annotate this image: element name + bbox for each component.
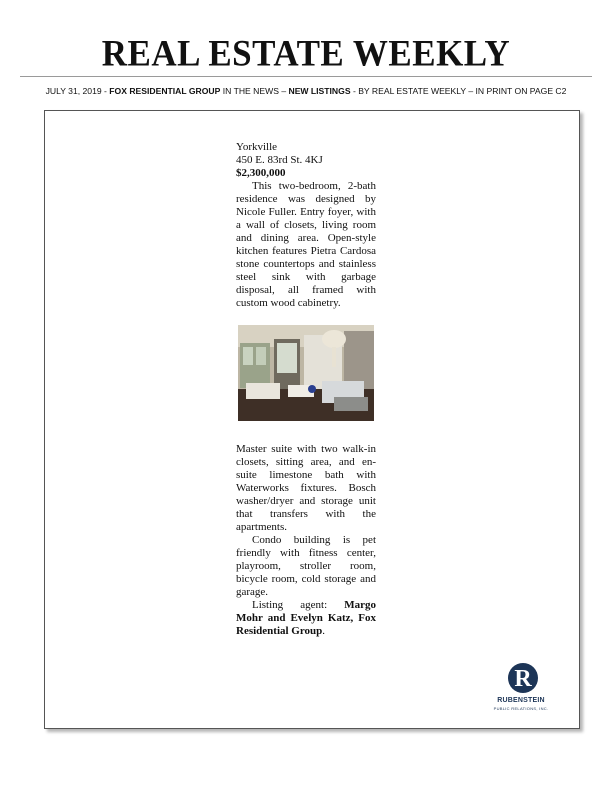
dateline	[0, 86, 612, 96]
dateline-section: NEW LISTINGS	[288, 86, 351, 96]
logo-wordmark: RUBENSTEIN	[497, 697, 545, 704]
publication-masthead: REAL ESTATE WEEKLY	[101, 33, 511, 74]
dateline-mid: IN THE NEWS –	[220, 86, 289, 96]
logo-tagline: PUBLIC RELATIONS, INC.	[493, 706, 549, 711]
listing-neighborhood: Yorkville	[236, 141, 278, 153]
masthead-rule	[20, 76, 592, 77]
listing-agent-line	[236, 599, 376, 638]
dateline-source: - BY REAL ESTATE WEEKLY – IN PRINT ON PAGE C2	[350, 86, 567, 96]
listing-paragraph-3: Condo building is pet friendly with fitness center, playroom, stroller room, bicycle room, cold storage and garage.	[236, 534, 376, 598]
listing-address: 450 E. 83rd St. 4KJ	[236, 154, 323, 166]
listing-article-bottom	[236, 443, 376, 638]
listing-agent-label: Listing agent:	[252, 599, 345, 611]
dateline-date: JULY 31, 2019 -	[45, 86, 110, 96]
logo-letter: R	[514, 666, 532, 692]
listing-article-top	[236, 141, 376, 310]
listing-agent-period: .	[322, 625, 326, 637]
dateline-company: FOX RESIDENTIAL GROUP	[109, 86, 221, 96]
listing-paragraph-2: Master suite with two walk-in closets, sitting area, and en-suite limestone bath with Waterworks fixtures. Bosch washer/dryer and storage unit that transfers with the apartments.	[236, 443, 376, 533]
listing-agent-names: Margo Mohr and Evelyn Katz, Fox Residential Group	[236, 599, 376, 637]
listing-paragraph-1: This two-bedroom, 2-bath residence was designed by Nicole Fuller. Entry foyer, with a wall of closets, living room and dining area. Open-style kitchen features Pietra Cardosa stone countertops and stainless steel sink with garbage disposal, all framed with custom wood cabinetry.	[236, 180, 376, 309]
listing-photo	[238, 325, 374, 421]
listing-price: $2,300,000	[236, 167, 286, 179]
